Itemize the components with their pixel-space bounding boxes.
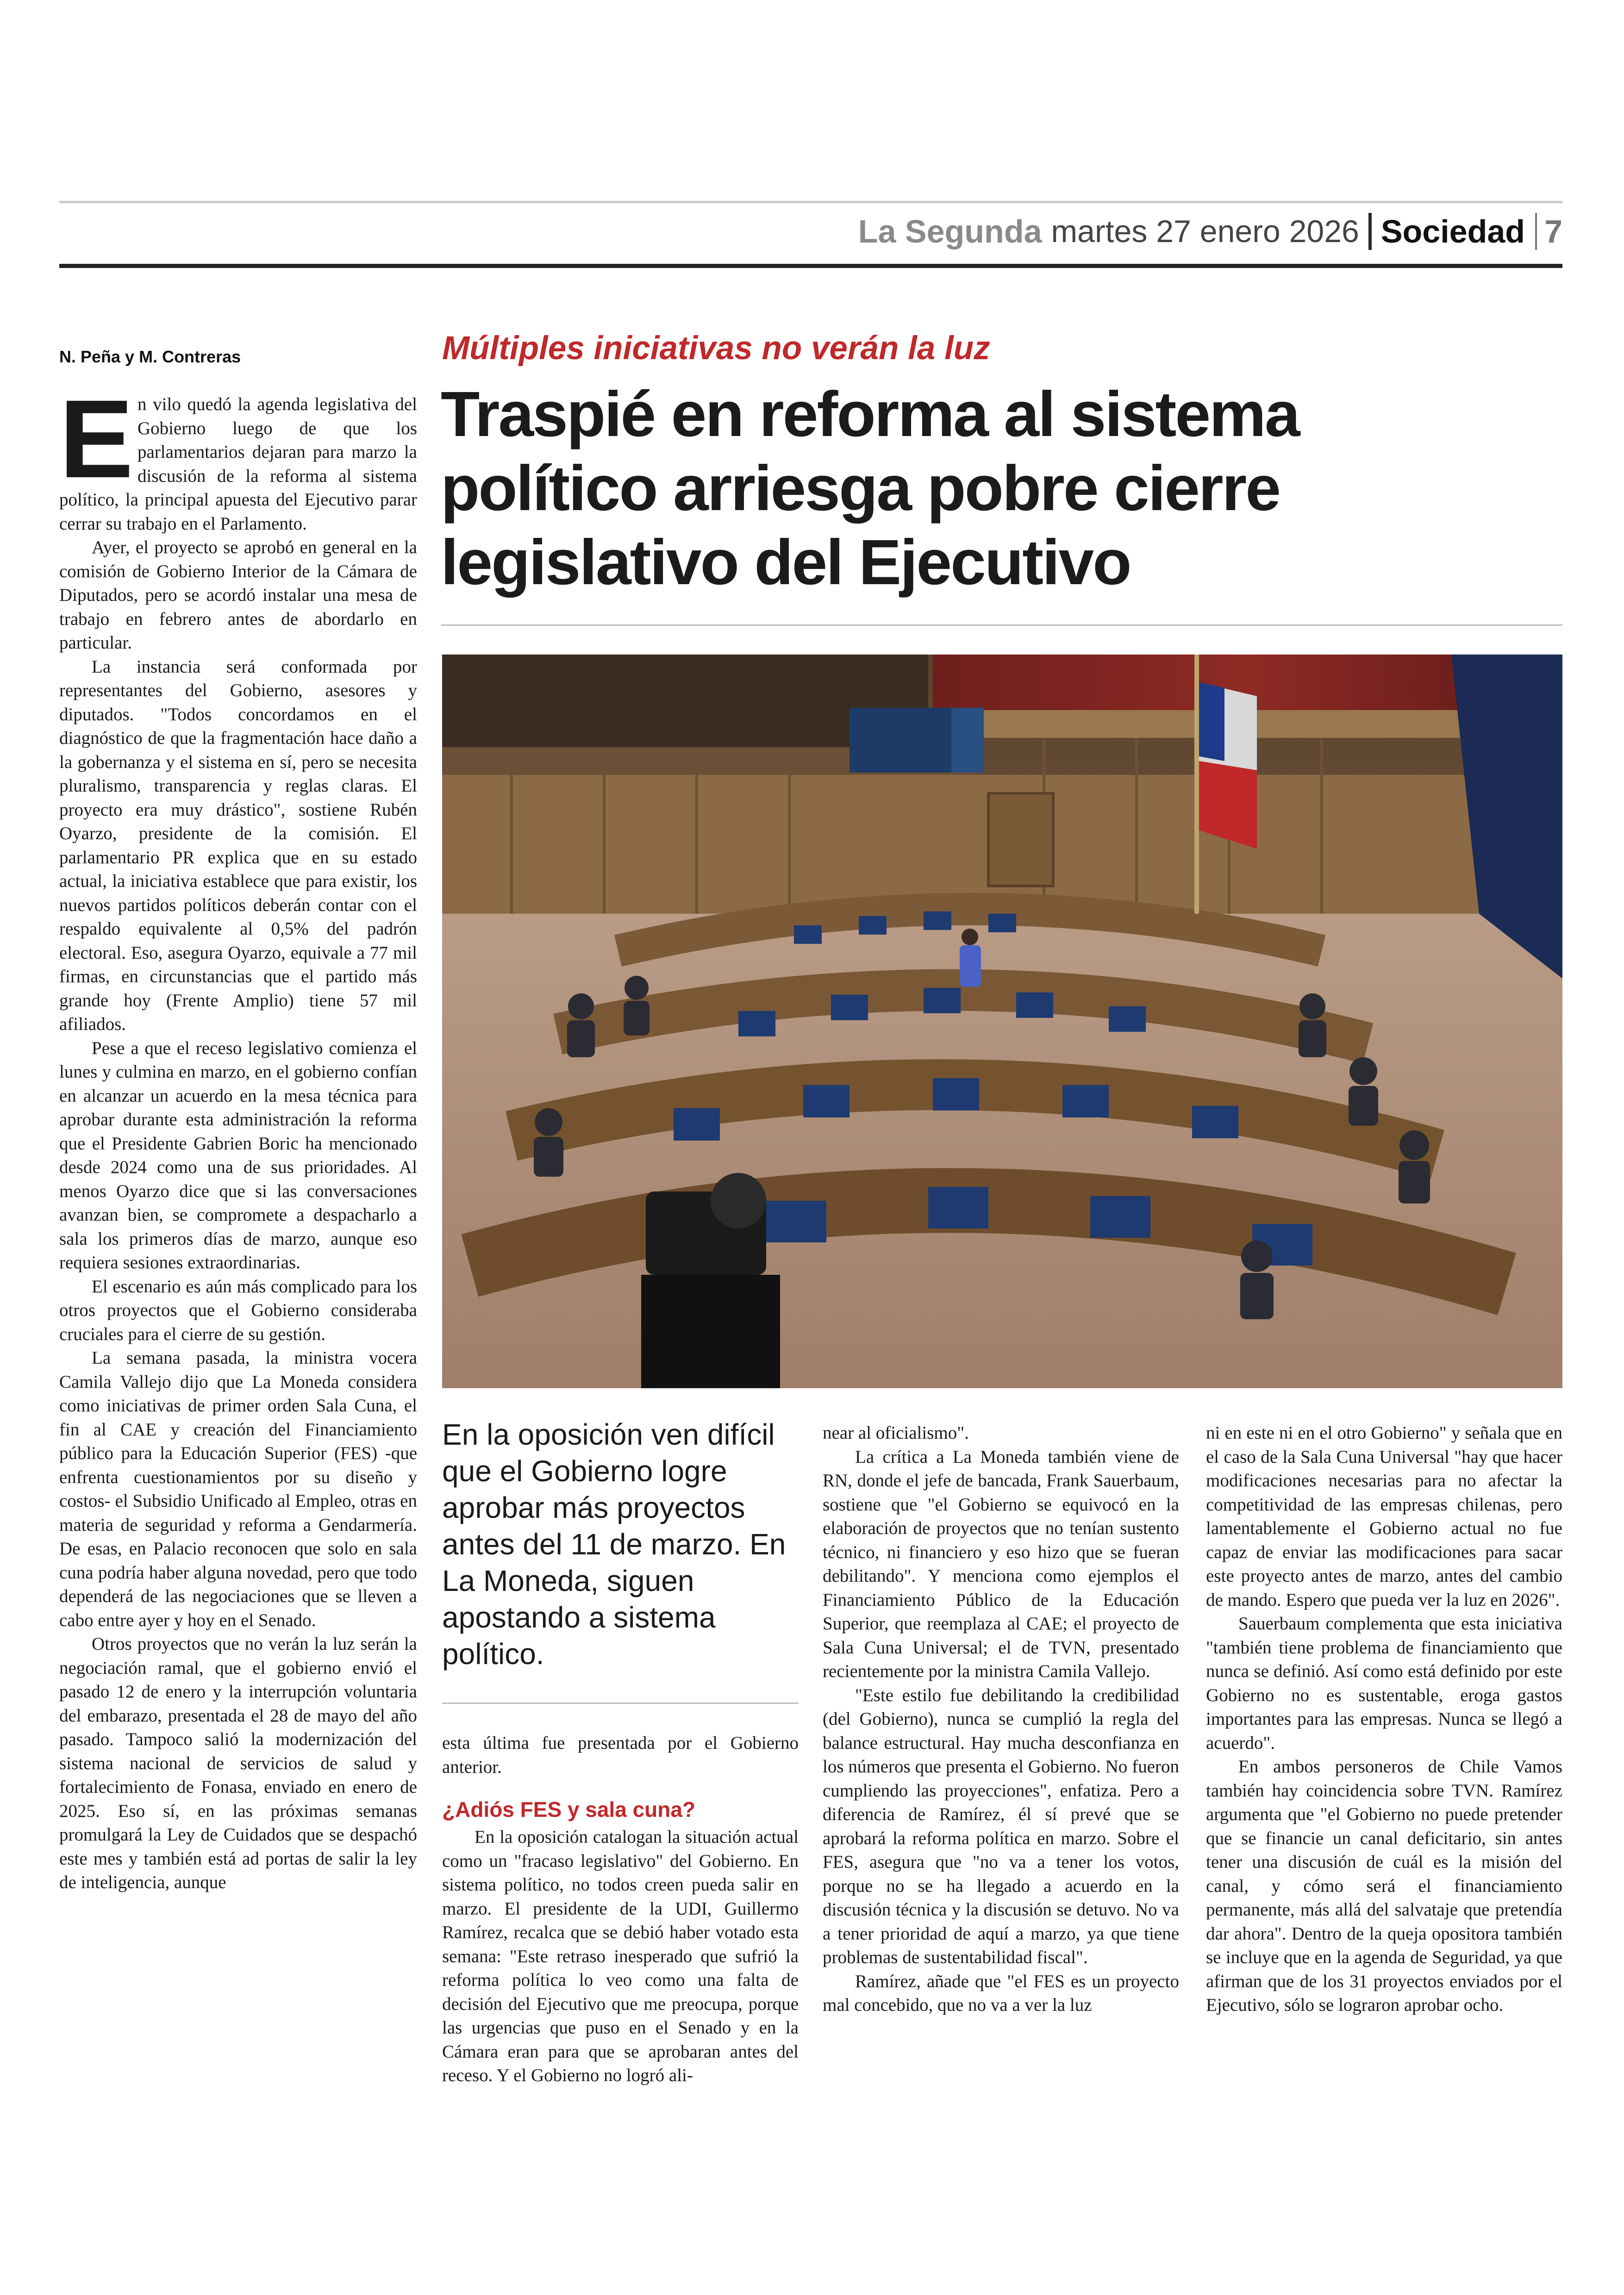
paragraph: Ramírez, añade que "el FES es un proyecto mal concebido, que no va a ver la luz	[823, 1971, 1179, 2015]
paragraph: En ambos personeros de Chile Vamos también hay coincidencia sobre TVN. Ramírez argumenta que "el Gobierno no puede pretender que se financie un canal deficitario, sin antes tener una discusión de cuál es la misión del canal, y cómo será el financiamiento permanente, más allá del salvataje que pretendía dar ahora". Dentro de la queja opositora también se incluye que en la agenda de Seguridad, ya que afirman que de los 31 proyectos enviados por el Ejecutivo, sólo se lograron aprobar ocho.	[1206, 1757, 1562, 2015]
byline: N. Peña y M. Contreras	[59, 347, 241, 366]
paragraph: "Este estilo fue debilitando la credibilidad (del Gobierno), nunca se cumplió la regla del balance estructural. Hay mucha desconfianza en los números que presenta el Gobierno. No fueron cumpliendo las proyecciones", enfatiza. Pero a diferencia de Ramírez, él sí prevé que se aprobará la reforma política en marzo. Sobre el FES, asegura que "no va a tener los votos, porque no se ha llegado a acuerdo en la discusión técnica y la discusión se detuvo. No va a tener prioridad de aquí a marzo, ya que tiene problemas de sustentabilidad fiscal".	[823, 1685, 1179, 1967]
publication-name: La Segunda	[858, 213, 1042, 249]
paragraph: Otros proyectos que no verán la luz serán la negociación ramal, que el gobierno envió el pasado 12 de enero y la interrupción voluntaria del embarazo, presentada el 28 de mayo del año pasado. Tampoco salió la modernización del sistema nacional de servicios de salud y fortalecimiento de Fonasa, enviado en enero de 2025. Eso sí, en las próximas semanas promulgará la Ley de Cuidados que se despachó este mes y también está ad portas de salir la ley de inteligencia, aunque	[59, 1634, 417, 1892]
paragraph: La instancia será conformada por representantes del Gobierno, asesores y diputados. "Todos concordamos en el diagnóstico de que la fragmentación hace daño a la gobernanza y el sistema en sí, pero se necesita pluralismo, transparencia y reglas claras. El proyecto era muy drástico", sostiene Rubén Oyarzo, presidente de la comisión. El parlamentario PR explica que en su estado actual, la iniciativa establece que para existir, los nuevos partidos políticos deberán contar con el respaldo equivalente al 0,5% del padrón electoral. Eso, asegura Oyarzo, equivale a 77 mil firmas, en circunstancias que el partido más grande hoy (Frente Amplio) tiene 57 mil afiliados.	[59, 656, 417, 1034]
paragraph: Ayer, el proyecto se aprobó en general en la comisión de Gobierno Interior de la Cámara de Diputados, pero se acordó instalar una mesa de trabajo en febrero antes de abordarlo en particular.	[59, 537, 417, 653]
article-column-1	[59, 377, 417, 1895]
masthead-top-rule	[59, 201, 1562, 203]
paragraph: ni en este ni en el otro Gobierno" y señala que en el caso de la Sala Cuna Universal "hay que hacer modificaciones necesarias para no afectar la competitividad de las empresas chilenas, pero lamentablemente el Gobierno actual no fue capaz de enviar las modificaciones para sacar este proyecto antes de marzo, antes del cambio de mando. Espero que pueda ver la luz en 2026".	[1206, 1423, 1562, 1610]
paragraph: El escenario es aún más complicado para los otros proyectos que el Gobierno consideraba cruciales para el cierre de su gestión.	[59, 1276, 417, 1344]
headline-rule	[441, 624, 1562, 626]
drop-cap: E	[59, 377, 134, 501]
page-number: 7	[1544, 213, 1562, 249]
paragraph: La crítica a La Moneda también viene de RN, donde el jefe de bancada, Frank Sauerbaum, sostiene que "el Gobierno se equivocó en la elaboración de proyectos que no tenían sustento técnico, ni financiero y eso hizo que se fueran debilitando". Y menciona como ejemplos el Financiamiento Público de la Educación Superior, que reemplaza al CAE; el proyecto de Sala Cuna Universal; el de TVN, presentado recientemente por la ministra Camila Vallejo.	[823, 1447, 1179, 1681]
paragraph: Sauerbaum complementa que esta iniciativa "también tiene problema de financiamiento que nunca se definió. Así como está definido por este Gobierno no es sustentable, eroga gastos importantes para las empresas. Nunca se llegó a acuerdo".	[1206, 1614, 1562, 1753]
issue-date: martes 27 enero 2026	[1051, 214, 1359, 249]
paragraph: esta última fue presentada por el Gobierno anterior.	[442, 1733, 799, 1777]
paragraph: La semana pasada, la ministra vocera Camila Vallejo dijo que La Moneda considera como iniciativas de primer orden Sala Cuna, el fin al CAE y creación del Financiamiento público para la Educación Superior (FES) -que enfrenta cuestionamientos por su diseño y costos- el Subsidio Unificado al Empleo, otras en materia de seguridad y reforma a Gendarmería. De esas, en Palacio reconocen que solo en sala cuna podría haber alguna novedad, pero que todo dependerá de las negociaciones que se lleven a cabo entre ayer y hoy en el Senado.	[59, 1348, 417, 1630]
pull-quote: En la oposición ven difícil que el Gobierno logre aprobar más proyectos antes del 11 de marzo. En La Moneda, siguen apostando a sistema político.	[442, 1418, 786, 1671]
senate-chamber-photo	[442, 655, 1562, 1388]
subheading: ¿Adiós FES y sala cuna?	[442, 1797, 696, 1821]
masthead-bottom-rule	[59, 264, 1562, 268]
article-column-4	[1206, 1421, 1562, 2017]
masthead-separator	[1368, 213, 1372, 250]
paragraph: En la oposición catalogan la situación actual como un "fracaso legislativo" del Gobierno. En sistema político, no todos creen pueda salir en marzo. El presidente de la UDI, Guillermo Ramírez, recalca que se debió haber votado esta semana: "Este retraso inesperado que sufrió la reforma política lo veo como una falta de decisión del Ejecutivo que me preocupa, porque las urgencias que puso en el Senado y en la Cámara eran para que se aprobaran antes del receso. Y el Gobierno no logró ali-	[442, 1827, 799, 2085]
paragraph: near al oficialismo".	[823, 1423, 969, 1443]
masthead-separator-thin	[1535, 213, 1537, 250]
headline-line: legislativo del Ejecutivo	[441, 527, 1131, 598]
article-column-2	[442, 1731, 799, 2088]
masthead	[694, 206, 1562, 257]
kicker: Múltiples iniciativas no verán la luz	[442, 330, 990, 367]
section-name: Sociedad	[1380, 213, 1525, 249]
article-column-3	[823, 1421, 1179, 2017]
photo-illustration	[442, 655, 1562, 1388]
headline-line: político arriesga pobre cierre	[441, 453, 1280, 524]
headline-line: Traspié en reforma al sistema	[441, 379, 1299, 450]
paragraph: Pese a que el receso legislativo comienza el lunes y culmina en marzo, en el gobierno confían en alcanzar un acuerdo en la mesa técnica para aprobar durante esta administración la reforma que el Presidente Gabrien Boric ha mencionado desde 2024 como una de sus prioridades. Al menos Oyarzo dice que si las conversaciones avanzan bien, se compromete a despacharlo a sala los primeros días de marzo, aunque eso requiera sesiones extraordinarias.	[59, 1038, 417, 1272]
paragraph: n vilo quedó la agenda legislativa del Gobierno luego de que los parlamentarios dejaran para marzo la discusión de la reforma al sistema político, la principal apuesta del Ejecutivo parar cerrar su trabajo en el Parlamento.	[59, 394, 417, 534]
headline	[441, 377, 1561, 599]
pull-quote-rule	[442, 1703, 799, 1704]
